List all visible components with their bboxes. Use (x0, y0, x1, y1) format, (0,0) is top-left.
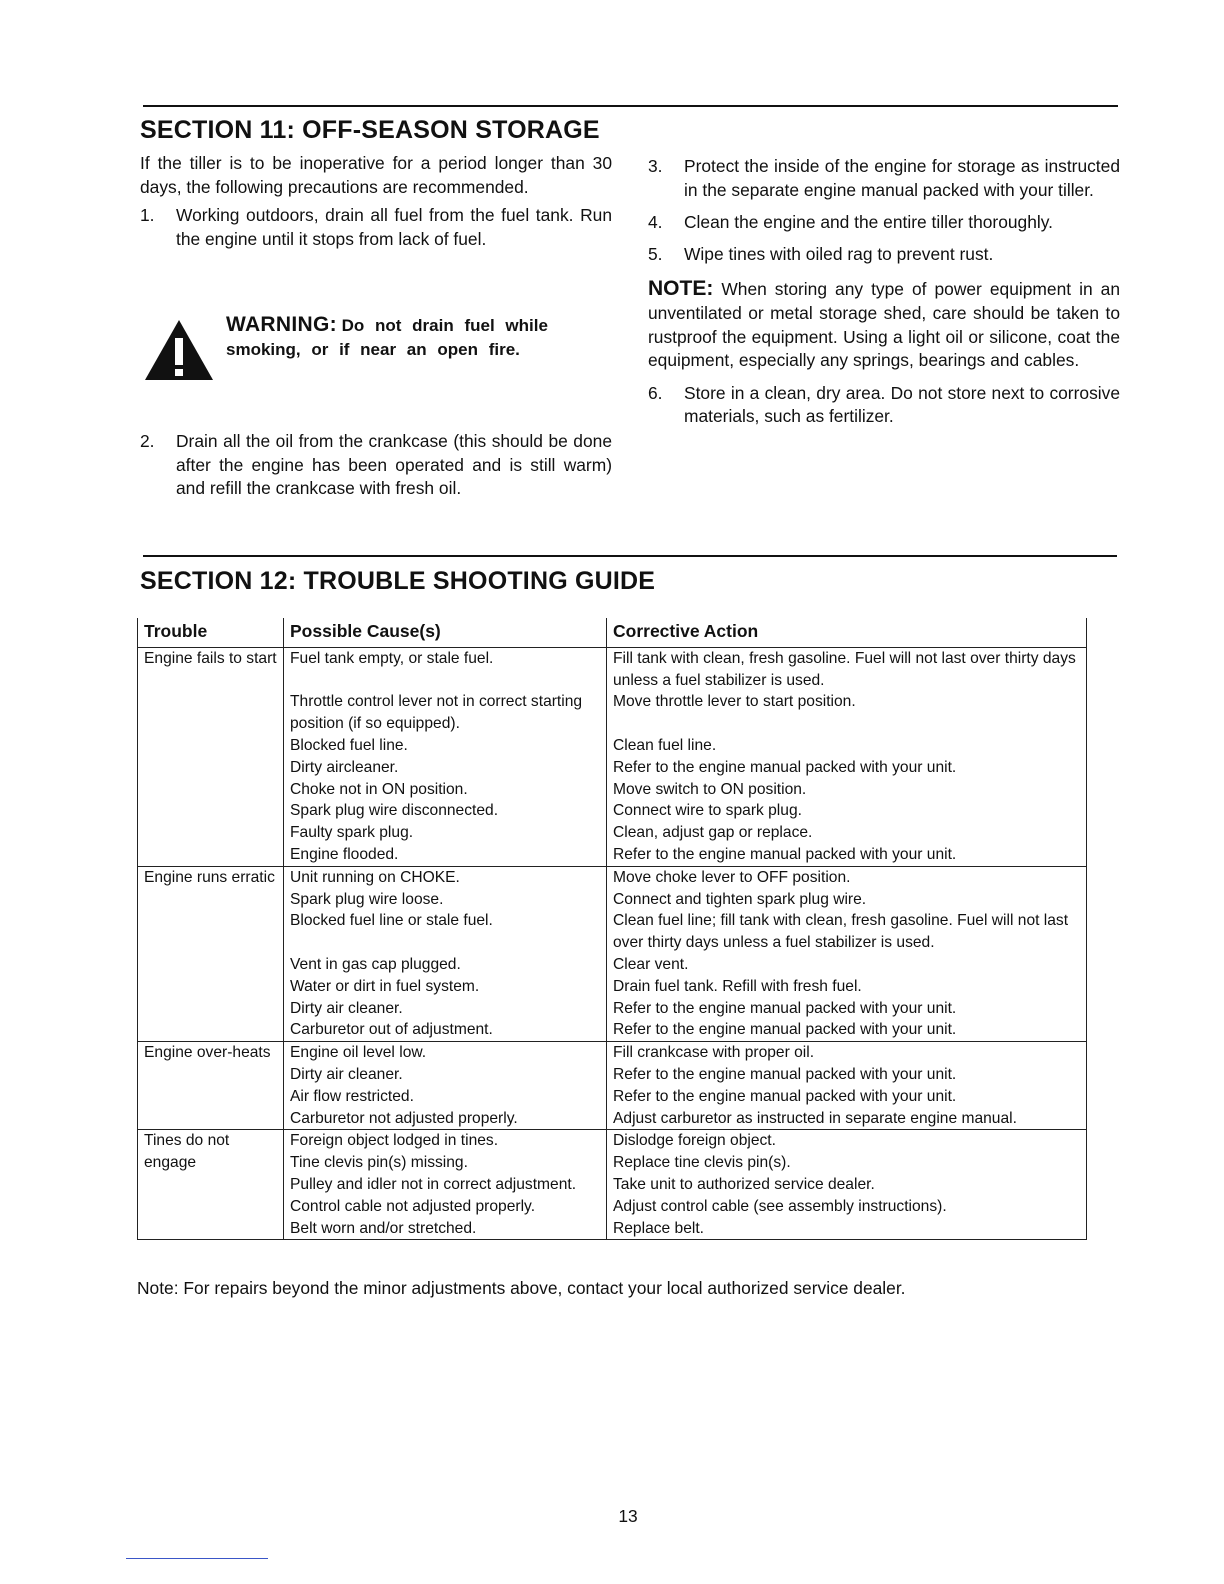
step-text: Store in a clean, dry area. Do not store next to corrosive materials, such as fertilizer. (684, 382, 1120, 427)
step-4 (648, 211, 1120, 235)
cause-cell: Vent in gas cap plugged. (284, 954, 607, 976)
cause-cell: Blocked fuel line. (284, 735, 607, 757)
trouble-cell: Tines do not engage (138, 1130, 284, 1240)
left-steps-1 (140, 204, 612, 251)
action-cell: Clean fuel line; fill tank with clean, fresh gasoline. Fuel will not last over thirty days unless a fuel stabilizer is used. (607, 910, 1087, 954)
section-11-left-column (140, 152, 612, 251)
step-number: 6. (648, 382, 663, 403)
page-number: 13 (618, 1506, 638, 1526)
cause-cell: Pulley and idler not in correct adjustment. (284, 1174, 607, 1196)
section-11-intro: If the tiller is to be inoperative for a period longer than 30 days, the following precautions are recommended. (140, 153, 612, 197)
action-cell: Connect wire to spark plug. (607, 800, 1087, 822)
troubleshooting-table (137, 618, 1087, 1240)
action-cell: Refer to the engine manual packed with your unit. (607, 998, 1087, 1020)
warning-text (226, 313, 613, 362)
trouble-cell: Engine over-heats (138, 1042, 284, 1130)
table-header-row (138, 618, 1087, 647)
cause-cell: Tine clevis pin(s) missing. (284, 1152, 607, 1174)
warning-triangle-icon (143, 318, 215, 382)
action-cell: Clean fuel line. (607, 735, 1087, 757)
action-cell: Replace tine clevis pin(s). (607, 1152, 1087, 1174)
action-cell: Fill tank with clean, fresh gasoline. Fuel will not last over thirty days unless a fuel stabilizer is used. (607, 647, 1087, 691)
step-number: 5. (648, 243, 663, 264)
cause-cell: Belt worn and/or stretched. (284, 1218, 607, 1240)
action-cell: Dislodge foreign object. (607, 1130, 1087, 1152)
section-12-title: SECTION 12: TROUBLE SHOOTING GUIDE (140, 567, 656, 595)
section-11-left-column-lower (140, 430, 612, 501)
table-row (138, 1042, 1087, 1064)
action-cell: Connect and tighten spark plug wire. (607, 889, 1087, 911)
step-number: 1. (140, 205, 155, 226)
table-row (138, 1130, 1087, 1152)
section-11-top-rule (143, 105, 1118, 107)
section-11-title: SECTION 11: OFF-SEASON STORAGE (140, 116, 600, 144)
right-steps (648, 155, 1120, 266)
action-cell: Move choke lever to OFF position. (607, 866, 1087, 888)
step-2 (140, 430, 612, 501)
action-cell: Refer to the engine manual packed with your unit. (607, 1086, 1087, 1108)
left-steps-2 (140, 430, 612, 501)
right-steps-2 (648, 382, 1120, 429)
action-cell: Adjust carburetor as instructed in separate engine manual. (607, 1108, 1087, 1130)
cause-cell: Water or dirt in fuel system. (284, 976, 607, 998)
action-cell: Drain fuel tank. Refill with fresh fuel. (607, 976, 1087, 998)
action-cell: Refer to the engine manual packed with your unit. (607, 757, 1087, 779)
warning-label: WARNING: (226, 313, 337, 336)
action-cell: Refer to the engine manual packed with your unit. (607, 844, 1087, 866)
step-text: Protect the inside of the engine for storage as instructed in the separate engine manual packed with your tiller. (684, 156, 1120, 200)
step-text: Working outdoors, drain all fuel from the fuel tank. Run the engine until it stops from lack of fuel. (176, 205, 612, 249)
cause-cell: Spark plug wire loose. (284, 889, 607, 911)
action-cell: Replace belt. (607, 1218, 1087, 1240)
table-body (138, 647, 1087, 1240)
troubleshooting-footnote: Note: For repairs beyond the minor adjustments above, contact your local authorized service dealer. (137, 1278, 906, 1298)
cause-cell: Throttle control lever not in correct starting position (if so equipped). (284, 691, 607, 735)
step-number: 2. (140, 431, 155, 451)
cause-cell: Carburetor not adjusted properly. (284, 1108, 607, 1130)
step-text: Wipe tines with oiled rag to prevent rust. (684, 243, 994, 264)
header-corrective-action: Corrective Action (607, 618, 1087, 647)
section-12-top-rule (143, 555, 1117, 557)
action-cell: Refer to the engine manual packed with your unit. (607, 1019, 1087, 1041)
step-text: Drain all the oil from the crankcase (this should be done after the engine has been operated and is still warm) and refill the crankcase with fresh oil. (176, 431, 612, 499)
action-cell: Take unit to authorized service dealer. (607, 1174, 1087, 1196)
cause-cell: Blocked fuel line or stale fuel. (284, 910, 607, 954)
trouble-cell: Engine fails to start (138, 647, 284, 866)
step-5 (648, 243, 1120, 267)
cause-cell: Air flow restricted. (284, 1086, 607, 1108)
table-row (138, 647, 1087, 691)
step-text: Clean the engine and the entire tiller thoroughly. (684, 212, 1053, 233)
cause-cell: Faulty spark plug. (284, 822, 607, 844)
trouble-cell: Engine runs erratic (138, 866, 284, 1041)
step-number: 4. (648, 212, 663, 233)
note-text: When storing any type of power equipment in an unventilated or metal storage shed, care should be taken to rustproof the equipment. Using a light oil or silicone, coat the equipment, especially any springs, bearings and cables. (648, 279, 1120, 371)
header-trouble: Trouble (138, 618, 284, 647)
header-possible-causes: Possible Cause(s) (284, 618, 607, 647)
storage-note (648, 277, 1120, 372)
action-cell: Move throttle lever to start position. (607, 691, 1087, 735)
cause-cell: Control cable not adjusted properly. (284, 1196, 607, 1218)
cause-cell: Foreign object lodged in tines. (284, 1130, 607, 1152)
cause-cell: Carburetor out of adjustment. (284, 1019, 607, 1041)
action-cell: Fill crankcase with proper oil. (607, 1042, 1087, 1064)
cause-cell: Dirty air cleaner. (284, 998, 607, 1020)
action-cell: Adjust control cable (see assembly instructions). (607, 1196, 1087, 1218)
action-cell: Move switch to ON position. (607, 779, 1087, 801)
action-cell: Refer to the engine manual packed with your unit. (607, 1064, 1087, 1086)
section-11-right-column (648, 155, 1120, 429)
cause-cell: Engine oil level low. (284, 1042, 607, 1064)
step-number: 3. (648, 156, 663, 176)
note-label: NOTE: (648, 277, 714, 301)
cause-cell: Engine flooded. (284, 844, 607, 866)
warning-message: Do not drain fuel while smoking, or if near an open fire. (226, 316, 548, 359)
cause-cell: Fuel tank empty, or stale fuel. (284, 647, 607, 691)
action-cell: Clean, adjust gap or replace. (607, 822, 1087, 844)
step-1 (140, 204, 612, 251)
table-row (138, 866, 1087, 888)
cause-cell: Unit running on CHOKE. (284, 866, 607, 888)
cause-cell: Dirty aircleaner. (284, 757, 607, 779)
cause-cell: Spark plug wire disconnected. (284, 800, 607, 822)
footer-line (126, 1558, 268, 1559)
action-cell: Clear vent. (607, 954, 1087, 976)
cause-cell: Dirty air cleaner. (284, 1064, 607, 1086)
step-3 (648, 155, 1120, 202)
step-6 (648, 382, 1120, 429)
cause-cell: Choke not in ON position. (284, 779, 607, 801)
